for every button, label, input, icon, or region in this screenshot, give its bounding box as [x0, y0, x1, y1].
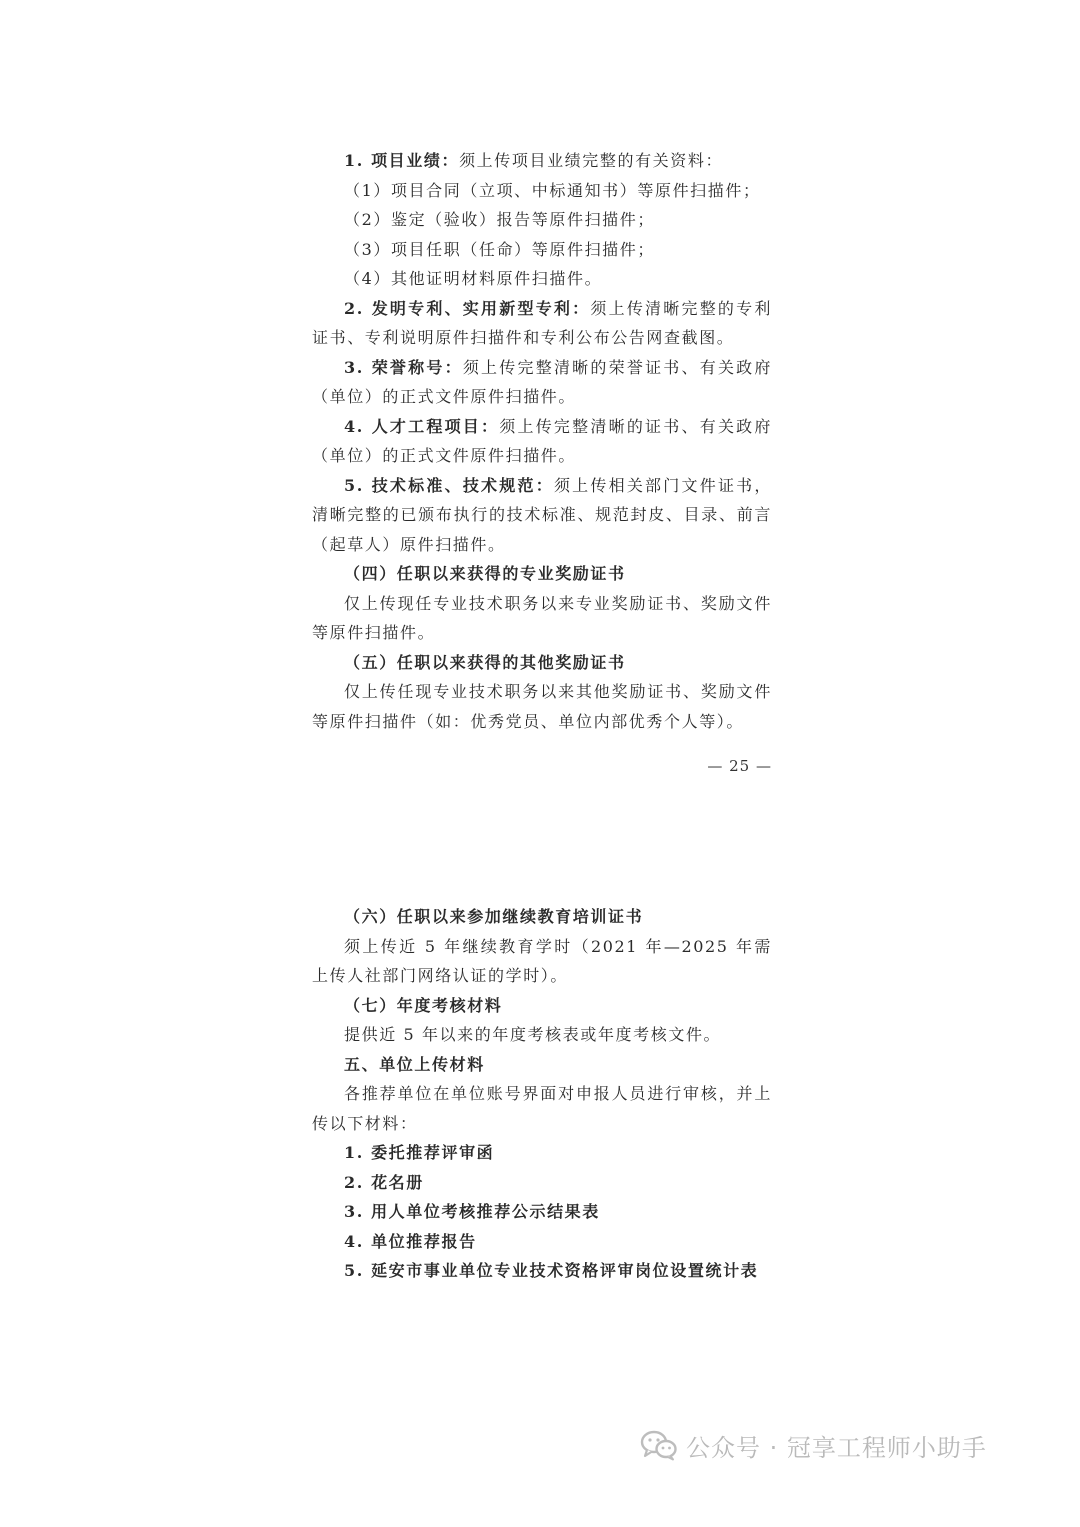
- part-5-text: 各推荐单位在单位账号界面对申报人员进行审核，并上传以下材料：: [312, 1084, 772, 1133]
- watermark-text: 公众号 · 冠享工程师小助手: [686, 1433, 987, 1462]
- page-number: — 25 —: [707, 757, 772, 775]
- item-1-sub-3: （3）项目任职（任命）等原件扫描件；: [344, 239, 655, 259]
- item-2-text: 须上传清晰完整的专利证书、专利说明原件扫描件和专利公布公告网查截图。: [312, 298, 772, 347]
- material-item-5: 5. 延安市事业单位专业技术资格评审岗位设置统计表: [344, 1261, 759, 1280]
- item-2-heading: 2. 发明专利、实用新型专利：: [344, 298, 591, 318]
- item-4-paragraph: [312, 412, 772, 471]
- section-4-text: 仅上传现任专业技术职务以来专业奖励证书、奖励文件等原件扫描件。: [312, 593, 772, 642]
- item-1-sub-4: （4）其他证明材料原件扫描件。: [344, 269, 603, 288]
- item-1-sub-1: （1）项目合同（立项、中标通知书）等原件扫描件；: [344, 180, 761, 200]
- item-1-paragraph: [312, 146, 772, 176]
- wechat-icon: [640, 1429, 678, 1461]
- item-4-heading: 4. 人才工程项目：: [344, 416, 500, 436]
- item-3-text: 须上传完整清晰的荣誉证书、有关政府（单位）的正式文件原件扫描件。: [312, 357, 773, 406]
- document-page-26: [312, 902, 772, 1286]
- section-6-heading: （六）任职以来参加继续教育培训证书: [344, 907, 644, 926]
- material-item-1: 1. 委托推荐评审函: [344, 1143, 495, 1162]
- item-3-heading: 3. 荣誉称号：: [344, 357, 463, 377]
- item-1-sub-2: （2）鉴定（验收）报告等原件扫描件；: [344, 210, 655, 229]
- material-item-4: 4. 单位推荐报告: [344, 1231, 477, 1251]
- section-6-text: 须上传近 5 年继续教育学时（2021 年—2025 年需上传人社部门网络认证的学时）。: [312, 936, 772, 985]
- material-item-3: 3. 用人单位考核推荐公示结果表: [344, 1202, 600, 1221]
- item-5-text: 须上传相关部门文件证书，清晰完整的已颁布执行的技术标准、规范封皮、目录、前言（起草人）原件扫描件。: [312, 475, 772, 554]
- item-1-text: 须上传项目业绩完整的有关资料：: [459, 151, 724, 170]
- material-item-2: 2. 花名册: [344, 1172, 424, 1192]
- item-2-paragraph: [312, 294, 772, 353]
- section-5-text: 仅上传任现专业技术职务以来其他奖励证书、奖励文件等原件扫描件（如：优秀党员、单位内部优秀个人等）。: [312, 682, 772, 731]
- item-3-paragraph: [312, 353, 772, 412]
- item-1-heading: 1. 项目业绩：: [344, 151, 460, 170]
- document-page-25: [312, 146, 772, 736]
- section-7-heading: （七）年度考核材料: [344, 995, 503, 1015]
- wechat-watermark: [640, 1425, 987, 1465]
- section-7-text: 提供近 5 年以来的年度考核表或年度考核文件。: [344, 1025, 722, 1044]
- section-4-heading: （四）任职以来获得的专业奖励证书: [344, 564, 626, 583]
- item-5-paragraph: [312, 471, 772, 560]
- item-5-heading: 5. 技术标准、技术规范：: [344, 475, 554, 495]
- part-5-heading: 五、单位上传材料: [344, 1054, 485, 1074]
- item-4-text: 须上传完整清晰的证书、有关政府（单位）的正式文件原件扫描件。: [312, 416, 772, 465]
- section-5-heading: （五）任职以来获得的其他奖励证书: [344, 652, 626, 672]
